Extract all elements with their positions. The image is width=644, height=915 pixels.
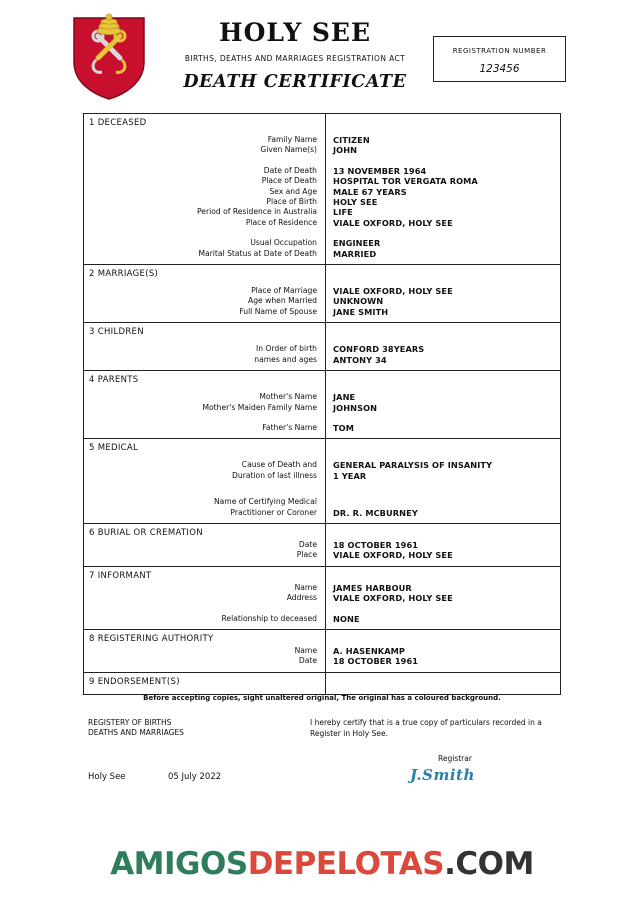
value-place-of-marriage: VIALE OXFORD, HOLY SEE <box>333 286 453 297</box>
document-footer <box>88 718 558 798</box>
section-deceased <box>84 114 560 265</box>
section-informant <box>84 567 560 630</box>
registrar-signature: J.Smith <box>410 766 475 784</box>
section-burial-labels <box>84 524 326 566</box>
label-place-of-marriage: Place of Marriage <box>251 286 317 296</box>
label-order-of-birth: In Order of birth <box>255 344 317 354</box>
registration-number-label: REGISTRATION NUMBER <box>452 47 547 55</box>
registration-number-box <box>433 36 566 82</box>
value-mothers-name: JANE <box>333 392 356 403</box>
value-marital-status: MARRIED <box>333 248 377 259</box>
section-children-title: 3 CHILDREN <box>89 327 144 338</box>
label-place-of-death: Place of Death <box>261 176 317 186</box>
label-sex-and-age: Sex and Age <box>269 186 317 196</box>
label-cause-of-death: Cause of Death and <box>241 460 317 470</box>
watermark-part-3: .COM <box>444 846 534 882</box>
value-child-1: CONFORD 38YEARS <box>333 344 425 355</box>
section-medical-title: 5 MEDICAL <box>89 443 139 454</box>
section-endorsements-labels <box>84 673 326 694</box>
registrar-label: Registrar <box>438 754 472 763</box>
section-marriages <box>84 265 560 323</box>
value-place-of-birth: HOLY SEE <box>333 197 378 208</box>
label-date-of-death: Date of Death <box>263 165 317 175</box>
value-relationship-to-deceased: NONE <box>333 613 360 624</box>
value-usual-occupation: ENGINEER <box>333 238 381 249</box>
section-registering-authority <box>84 630 560 673</box>
label-burial-date: Date <box>298 539 317 549</box>
watermark-part-1: AMIGOS <box>110 846 248 882</box>
label-burial-place: Place <box>296 550 317 560</box>
section-burial-title: 6 BURIAL OR CREMATION <box>89 527 203 538</box>
value-period-of-residence: LIFE <box>333 207 353 218</box>
registration-number-value: 123456 <box>479 63 520 75</box>
section-endorsements-values <box>326 673 560 694</box>
section-informant-labels <box>84 567 326 629</box>
registry-block <box>88 718 184 738</box>
section-endorsements-title: 9 ENDORSEMENT(S) <box>89 676 180 687</box>
copy-notice: Before accepting copies, sight unaltered original, The original has a coloured background. <box>143 694 501 702</box>
certification-block <box>310 718 558 739</box>
certify-line-1: I hereby certify that is a true copy of particulars recorded in a <box>310 718 542 727</box>
section-informant-values <box>326 567 560 629</box>
value-place-of-death: HOSPITAL TOR VERGATA ROMA <box>333 176 478 187</box>
value-sex-and-age: MALE 67 YEARS <box>333 186 407 197</box>
label-names-and-ages: names and ages <box>254 354 317 364</box>
value-full-name-of-spouse: JANE SMITH <box>333 306 389 317</box>
section-deceased-labels <box>84 114 326 264</box>
section-parents <box>84 371 560 439</box>
value-informant-name: JAMES HARBOUR <box>333 582 412 593</box>
section-deceased-values <box>326 114 560 264</box>
label-place-of-residence: Place of Residence <box>245 217 317 227</box>
label-place-of-birth: Place of Birth <box>266 197 317 207</box>
section-medical <box>84 439 560 524</box>
value-authority-name: A. HASENKAMP <box>333 645 406 656</box>
value-fathers-name: TOM <box>333 422 354 433</box>
value-child-2: ANTONY 34 <box>333 354 387 365</box>
value-cause-of-death: GENERAL PARALYSIS OF INSANITY <box>333 460 493 471</box>
label-full-name-of-spouse: Full Name of Spouse <box>239 306 317 316</box>
footer-place: Holy See <box>88 772 126 782</box>
section-medical-labels <box>84 439 326 523</box>
label-mothers-name: Mother's Name <box>259 392 317 402</box>
section-burial-values <box>326 524 560 566</box>
section-children-labels <box>84 323 326 370</box>
label-certifying-practitioner-2: Practitioner or Coroner <box>230 507 317 517</box>
section-marriages-labels <box>84 265 326 322</box>
label-family-name: Family Name <box>267 135 317 144</box>
label-given-names: Given Name(s) <box>260 145 317 155</box>
value-duration-of-illness: 1 YEAR <box>333 470 367 481</box>
value-age-when-married: UNKNOWN <box>333 296 384 307</box>
label-mothers-maiden-name: Mother's Maiden Family Name <box>202 402 317 412</box>
value-place-of-residence: VIALE OXFORD, HOLY SEE <box>333 217 453 228</box>
label-period-of-residence: Period of Residence in Australia <box>197 207 317 217</box>
label-marital-status: Marital Status at Date of Death <box>198 248 317 258</box>
section-burial <box>84 524 560 567</box>
footer-date: 05 July 2022 <box>168 772 222 782</box>
value-date-of-death: 13 NOVEMBER 1964 <box>333 165 427 176</box>
label-authority-name: Name <box>294 645 317 655</box>
label-relationship-to-deceased: Relationship to deceased <box>221 613 317 623</box>
certify-line-2: Register in Holy See. <box>310 728 388 738</box>
value-burial-date: 18 OCTOBER 1961 <box>333 539 419 550</box>
site-watermark <box>0 846 644 882</box>
registry-line-1: REGISTERY OF BIRTHS <box>88 718 172 727</box>
value-authority-date: 18 OCTOBER 1961 <box>333 656 419 667</box>
section-marriages-title: 2 MARRIAGE(S) <box>89 269 159 280</box>
section-marriages-values <box>326 265 560 322</box>
value-certifying-practitioner: DR. R. MCBURNEY <box>333 507 418 518</box>
value-burial-place: VIALE OXFORD, HOLY SEE <box>333 550 453 561</box>
section-authority-values <box>326 630 560 672</box>
value-mothers-maiden-name: JOHNSON <box>333 402 378 413</box>
section-deceased-title: 1 DECEASED <box>89 118 147 128</box>
section-authority-labels <box>84 630 326 672</box>
section-parents-labels <box>84 371 326 438</box>
page-title: HOLY SEE <box>218 18 372 47</box>
registry-line-2: DEATHS AND MARRIAGES <box>88 728 184 737</box>
label-usual-occupation: Usual Occupation <box>250 238 317 248</box>
watermark-part-2: DEPELOTAS <box>247 846 445 882</box>
document-header <box>0 0 644 108</box>
label-age-when-married: Age when Married <box>248 296 317 306</box>
label-authority-date: Date <box>298 656 317 666</box>
section-parents-values <box>326 371 560 438</box>
section-endorsements <box>84 673 560 695</box>
section-parents-title: 4 PARENTS <box>89 375 139 386</box>
value-given-names: JOHN <box>333 145 358 156</box>
act-subtitle: BIRTHS, DEATHS AND MARRIAGES REGISTRATION ACT <box>184 54 406 63</box>
label-informant-name: Name <box>294 582 317 592</box>
label-certifying-practitioner-1: Name of Certifying Medical <box>213 497 317 507</box>
certificate-form <box>83 113 561 695</box>
papal-coat-of-arms-icon <box>70 12 148 100</box>
section-informant-title: 7 INFORMANT <box>89 570 152 581</box>
label-informant-address: Address <box>286 593 317 603</box>
section-children-values <box>326 323 560 370</box>
section-children <box>84 323 560 371</box>
value-family-name: CITIZEN <box>333 135 370 145</box>
section-authority-title: 8 REGISTERING AUTHORITY <box>89 633 214 644</box>
value-informant-address: VIALE OXFORD, HOLY SEE <box>333 593 453 604</box>
title-block <box>160 18 430 92</box>
section-medical-values <box>326 439 560 523</box>
label-duration-of-illness: Duration of last illness <box>232 470 317 480</box>
document-type: DEATH CERTIFICATE <box>183 72 407 92</box>
label-fathers-name: Father's Name <box>262 422 317 432</box>
